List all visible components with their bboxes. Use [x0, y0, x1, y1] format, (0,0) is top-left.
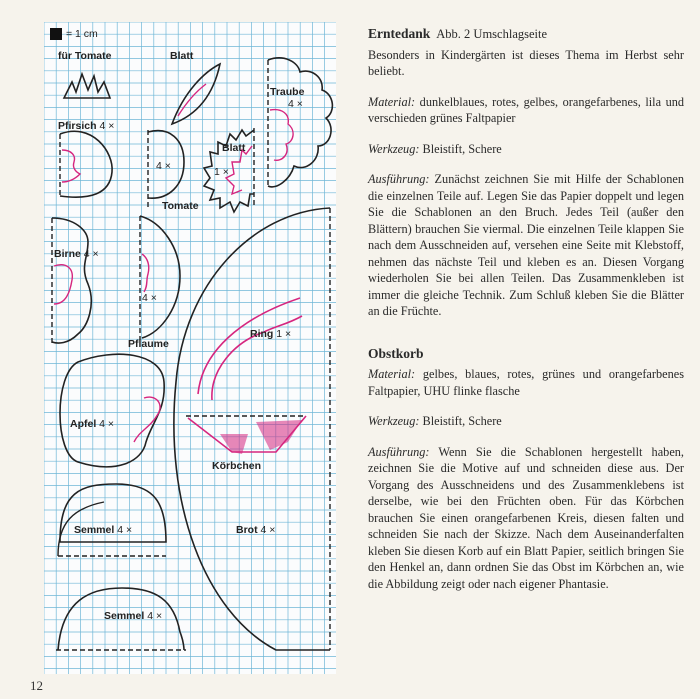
label-leaf-top: Blatt	[170, 50, 194, 62]
instructions-label: Ausführung:	[368, 172, 430, 186]
pattern-sheet	[44, 22, 336, 674]
label-roll-2-count: 4 ×	[147, 610, 163, 622]
label-tomato: Tomate	[162, 200, 199, 212]
scale-label: = 1 cm	[66, 28, 98, 40]
plum-shape	[140, 216, 180, 338]
instructions-text: Wenn Sie die Schablonen hergestellt haben, zeichnen Sie die Motive auf und schneiden diese aus. Der Vorgang des Ausschneidens und des Zusammenklebens ist derselbe, wie bei den Früchten oben. Für das Körbchen brauchen Sie einen orangefarbenen Kreis, diesen falten und schneiden Sie nach der Skizze. Nach dem Auseinanderfalten kleben Sie diesen Korb auf ein Blatt Papier, seitlich bringen Sie den Henkel an, dann ordnen Sie das Obst im Körbchen an, wie die Abbildung zeigt oder nach eigener Phantasie.	[368, 444, 684, 591]
peach-shape	[60, 131, 112, 197]
peach-inner	[62, 150, 80, 182]
text-column	[368, 26, 684, 606]
label-tomato-count: 4 ×	[156, 160, 171, 172]
instructions-label: Ausführung:	[368, 444, 430, 459]
label-apple-count: 4 ×	[99, 418, 115, 430]
material-label: Material:	[368, 367, 416, 381]
label-peach-count: 4 ×	[99, 120, 115, 132]
plum-inner	[142, 254, 149, 292]
label-roll-1-count: 4 ×	[117, 524, 133, 536]
article-2-tools	[368, 413, 684, 430]
label-basket: Körbchen	[212, 460, 262, 472]
label-tomato-top: für Tomate	[58, 50, 112, 62]
label-roll-2: Semmel	[104, 610, 145, 622]
label-plum-count: 4 ×	[142, 292, 157, 304]
page-number: 12	[30, 678, 43, 693]
basket-hatch-2	[256, 420, 302, 450]
label-leaf-mid-count: 1 ×	[214, 166, 229, 178]
tools-label: Werkzeug:	[368, 141, 420, 156]
tomato-calyx-shape	[64, 74, 110, 98]
scale-square	[50, 28, 62, 40]
tools-text: Bleistift, Schere	[422, 414, 502, 428]
material-text: gelbes, blaues, rotes, grünes und orangefarbenes Faltpapier, UHU flinke flasche	[368, 367, 684, 398]
label-grape-count: 4 ×	[288, 98, 303, 110]
tools-label: Werkzeug:	[368, 414, 420, 428]
label-apple: Apfel	[70, 418, 97, 430]
article-1-heading	[368, 26, 684, 43]
article-1-tools	[368, 141, 684, 158]
article-1-material	[368, 94, 684, 127]
label-ring-count: 1 ×	[276, 328, 292, 340]
label-bread: Brot	[236, 524, 258, 536]
article-2-title: Obstkorb	[368, 345, 424, 361]
label-leaf-mid: Blatt	[222, 142, 246, 154]
article-1-intro: Besonders in Kindergärten ist dieses Thema im Herbst sehr beliebt.	[368, 47, 684, 78]
label-peach: Pfirsich	[58, 120, 97, 132]
instructions-text: Zunächst zeichnen Sie mit Hilfe der Schablonen die einzelnen Teile auf. Legen Sie das Papier doppelt und legen Sie die Schablonen an den Bruch. Jedes Teil (außer den Blättern) brauchen Sie viermal. Die einzelnen Teile klappen Sie nach dem Ausschneiden auf, versehen eine Seite mit Klebstoff, nehmen das nächste Teil und kleben es an. Diesen Vorgang wiederholen Sie bei allen Teilen. Das Zusammenkleben ist immer die gleiche Technik. Zum Schluß kleben Sie die Blätter an die Früchte.	[368, 172, 684, 318]
label-grape: Traube	[270, 86, 305, 98]
article-2-material	[368, 366, 684, 399]
article-1-instructions	[368, 171, 684, 320]
label-roll-1: Semmel	[74, 524, 115, 536]
label-pear: Birne	[54, 248, 81, 260]
label-ring: Ring	[250, 328, 274, 340]
article-2-instructions	[368, 444, 684, 593]
label-pear-count: 4 ×	[83, 248, 99, 260]
label-bread-count: 4 ×	[260, 524, 276, 536]
grape-inner	[270, 110, 293, 161]
tools-text: Bleistift, Schere	[422, 141, 502, 156]
label-plum: Pflaume	[128, 338, 169, 350]
basket-hatch-1	[220, 434, 248, 454]
material-label: Material:	[368, 94, 416, 109]
ring-outer	[198, 298, 300, 394]
article-1-subtitle: Abb. 2 Umschlagseite	[436, 27, 548, 41]
pear-inner	[54, 265, 72, 304]
material-text: dunkelblaues, rotes, gelbes, orangefarbenes, lila und verschieden grünes Faltpapier	[368, 94, 685, 125]
article-1-title: Erntedank	[368, 26, 431, 41]
bread-shape	[174, 208, 330, 650]
apple-shape	[60, 354, 164, 467]
